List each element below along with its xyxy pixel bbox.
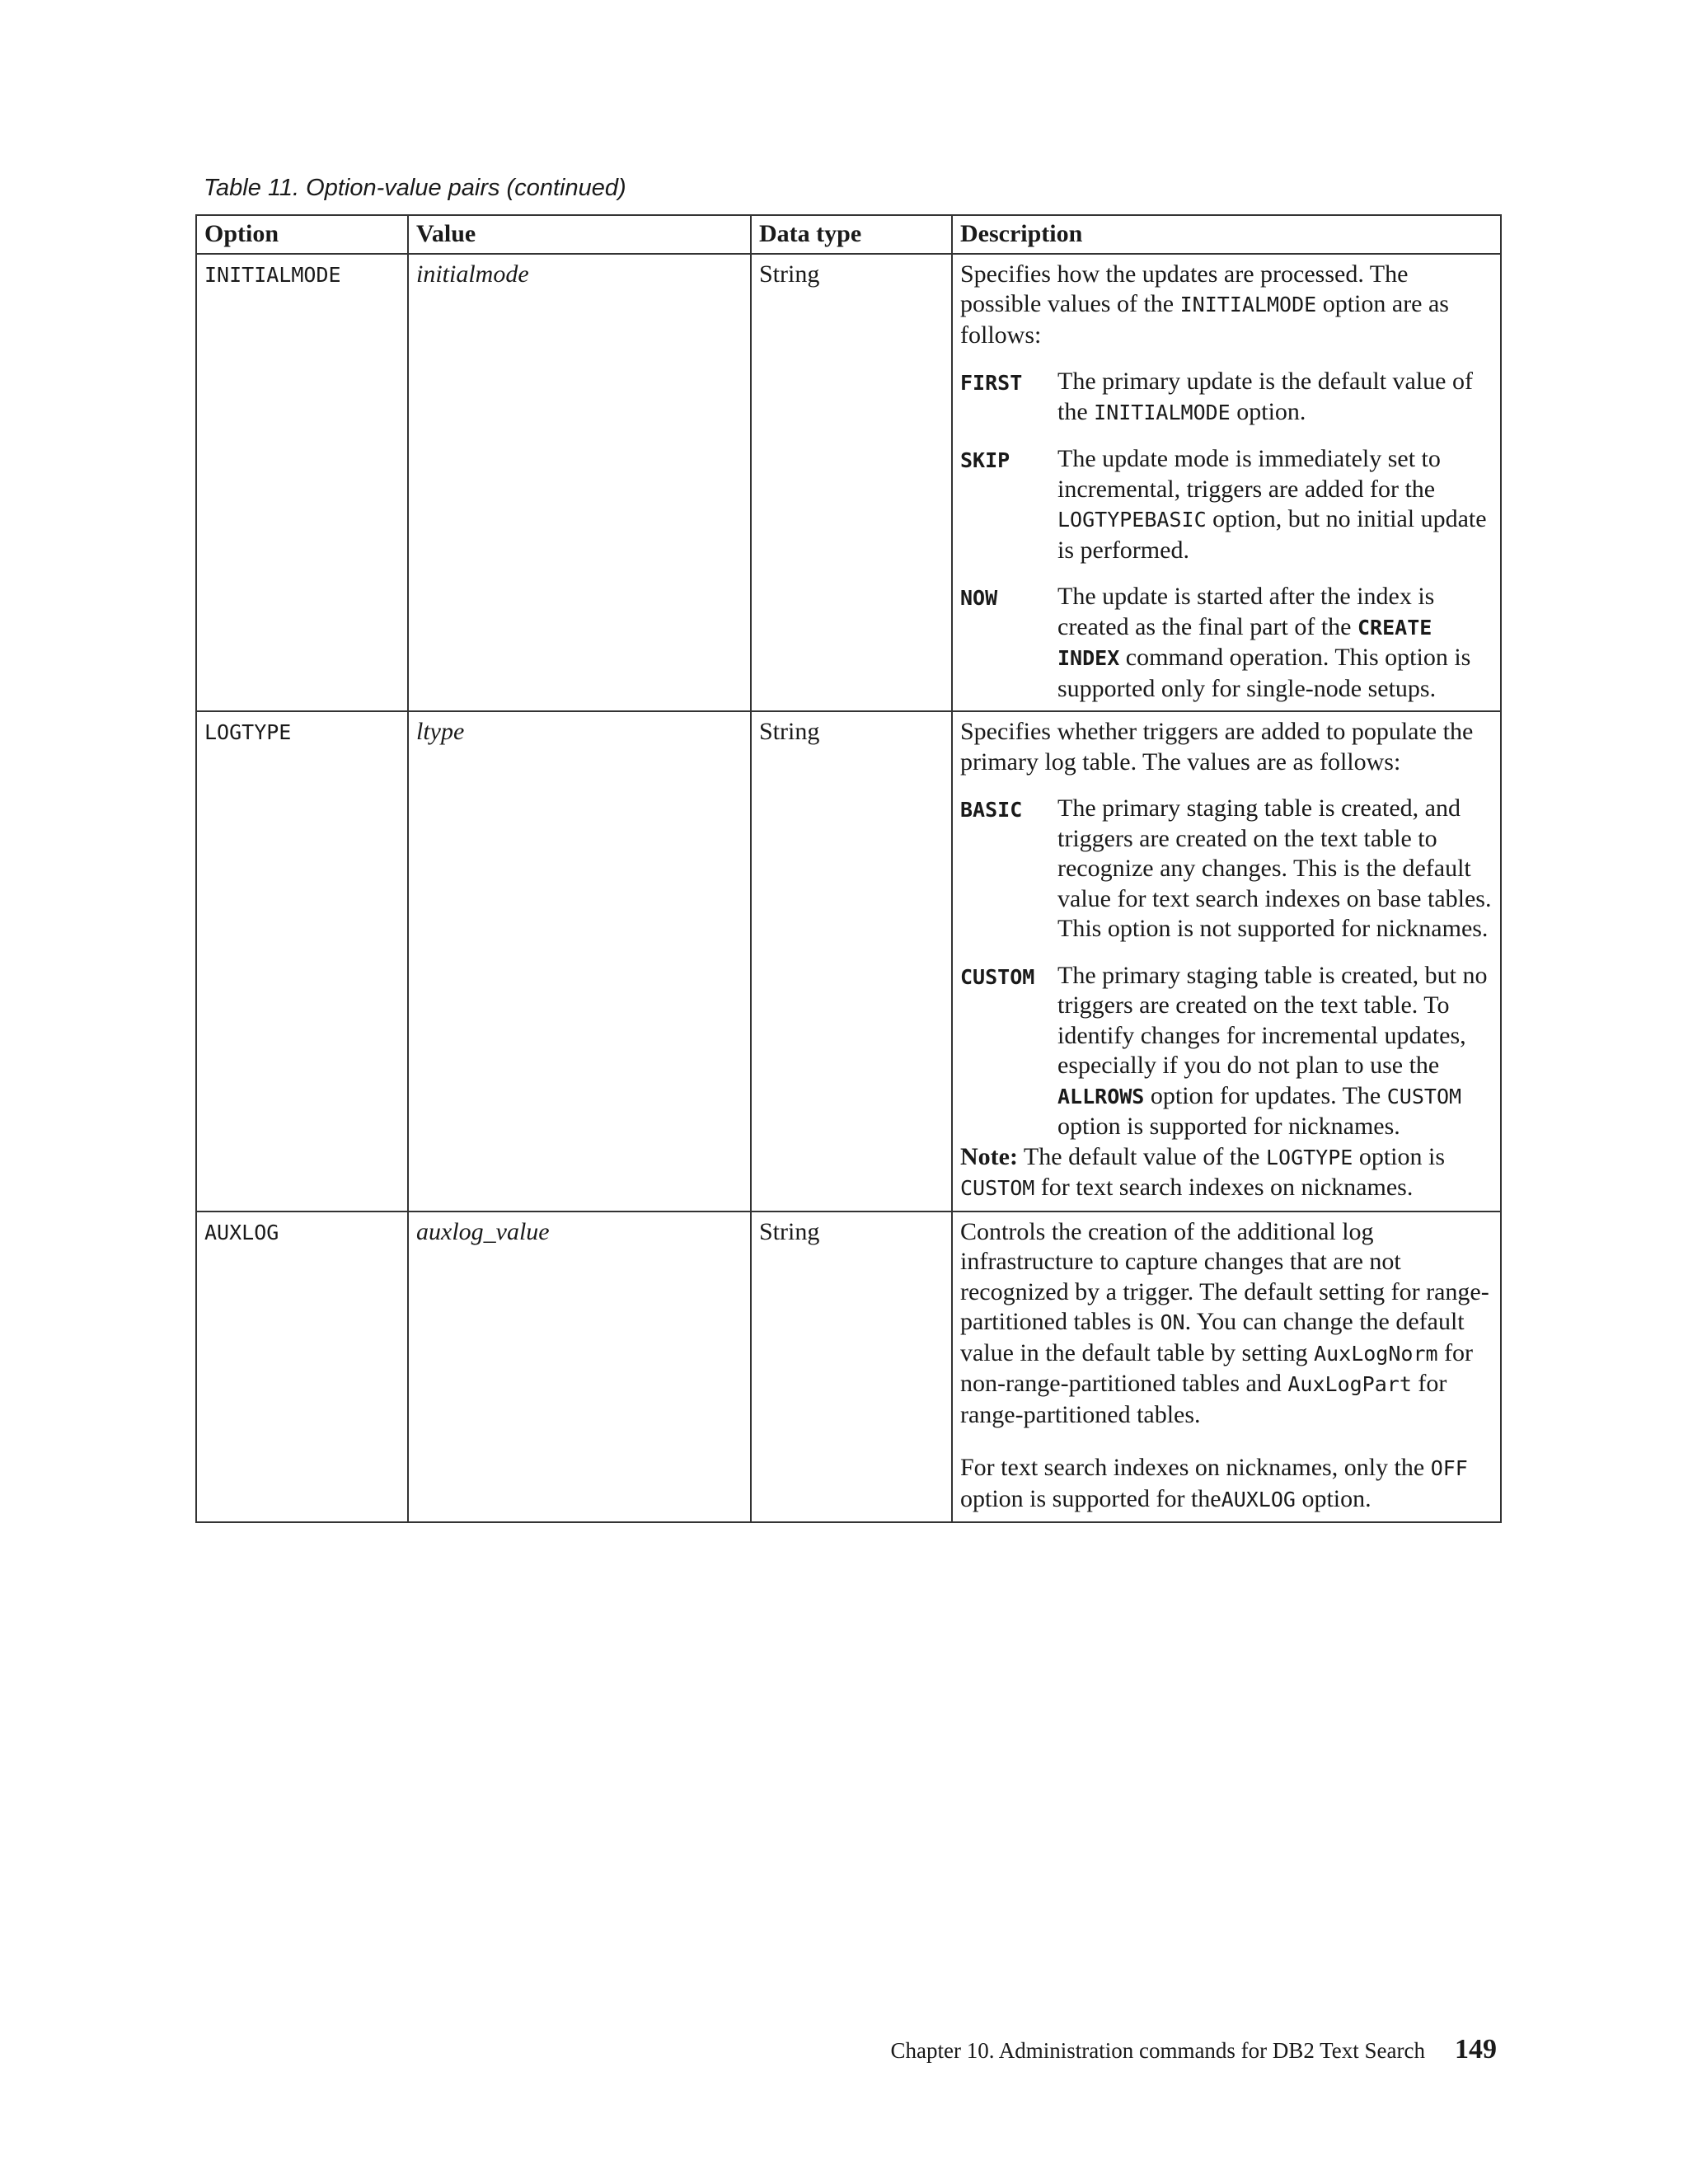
- text-run: For text search indexes on nicknames, only the: [960, 1454, 1431, 1481]
- text-run: The primary update is the default value of the: [1057, 368, 1473, 425]
- text-run: option are as follows:: [960, 290, 1449, 349]
- text-run: Specifies how the updates are processed. The possible values of the: [960, 260, 1409, 317]
- code-run: INITIALMODE: [1179, 293, 1317, 316]
- data-type: String: [759, 260, 820, 288]
- code-run: LOGTYPEBASIC: [1057, 508, 1207, 532]
- definition-term: NOW: [960, 586, 998, 610]
- text-run: . You can change the default value in the default table by setting: [960, 1308, 1465, 1366]
- code-run: CUSTOM: [960, 1176, 1035, 1200]
- page-footer: [890, 2034, 1497, 2065]
- text-run: option is: [1353, 1142, 1446, 1170]
- text-run: option for updates. The: [1144, 1081, 1387, 1109]
- data-type: String: [759, 718, 820, 745]
- chapter-title: Chapter 10. Administration commands for DB2 Text Search: [890, 2038, 1425, 2063]
- description-cell: [952, 1212, 1501, 1523]
- option-cell: [196, 711, 408, 1212]
- definition-term: SKIP: [960, 448, 1010, 472]
- code-run: ON: [1160, 1310, 1185, 1334]
- code-run: LOGTYPE: [1265, 1145, 1353, 1169]
- table-row: [196, 1212, 1501, 1523]
- definition-item: [960, 367, 1493, 428]
- header-data-type: Data type: [751, 215, 952, 254]
- text-run: The default value of the: [1017, 1142, 1266, 1170]
- option-cell: [196, 1212, 408, 1523]
- definition-body: [1057, 961, 1493, 1142]
- definition-body: The primary staging table is created, and triggers are created on the text table to recognize any changes. This is the default value for text search indexes on base tables. This option is not supported for nicknames.: [1057, 794, 1492, 942]
- value-cell: [408, 711, 751, 1212]
- text-run: for text search indexes on nicknames.: [1034, 1174, 1414, 1201]
- definition-term: BASIC: [960, 798, 1023, 822]
- definition-term: CUSTOM: [960, 964, 1035, 989]
- code-run: INITIALMODE: [1094, 400, 1231, 424]
- definition-item: [960, 794, 1493, 944]
- definition-body: [1057, 582, 1493, 704]
- table-header-row: [196, 215, 1501, 254]
- definition-body: [1057, 444, 1493, 565]
- text-run: option is supported for nicknames.: [1057, 1113, 1400, 1140]
- text-run: option, but no initial update is performed.: [1057, 505, 1487, 564]
- note-label: Note:: [960, 1142, 1018, 1170]
- description-text: [960, 1217, 1493, 1431]
- value-cell: [408, 1212, 751, 1523]
- definition-term: FIRST: [960, 371, 1023, 395]
- option-cell: [196, 254, 408, 712]
- definition-item: [960, 444, 1493, 565]
- header-description: Description: [952, 215, 1501, 254]
- text-run: for range-partitioned tables.: [960, 1370, 1447, 1428]
- text-run: The update is started after the index is created as the final part of the: [1057, 583, 1435, 640]
- definition-item: [960, 961, 1493, 1142]
- option-value: auxlog_value: [416, 1217, 550, 1245]
- data-type-cell: [751, 254, 952, 712]
- table-row: [196, 711, 1501, 1212]
- description-text: Specifies whether triggers are added to populate the primary log table. The values are as follows:: [960, 718, 1474, 776]
- description-cell: [952, 254, 1501, 712]
- option-name: AUXLOG: [204, 1220, 279, 1244]
- option-name: INITIALMODE: [204, 262, 341, 287]
- code-run: AUXLOG: [1221, 1487, 1296, 1511]
- text-run: option is supported for the: [960, 1484, 1221, 1512]
- data-type-cell: [751, 1212, 952, 1523]
- page-number: 149: [1455, 2034, 1497, 2064]
- header-option: Option: [196, 215, 408, 254]
- code-run: OFF: [1430, 1456, 1468, 1480]
- code-run: CUSTOM: [1386, 1084, 1462, 1108]
- description-text: [960, 1453, 1493, 1515]
- code-run: AuxLogPart: [1287, 1372, 1412, 1396]
- description-text: [960, 260, 1493, 351]
- text-run: command operation. This option is supported only for single-node setups.: [1057, 644, 1471, 702]
- text-run: option.: [1230, 397, 1306, 425]
- description-cell: [952, 711, 1501, 1212]
- definition-item: [960, 582, 1493, 704]
- data-type: String: [759, 1217, 820, 1245]
- option-name: LOGTYPE: [204, 720, 292, 744]
- option-value: ltype: [416, 718, 465, 745]
- text-run: option.: [1295, 1484, 1372, 1512]
- option-value: initialmode: [416, 260, 529, 288]
- text-run: The primary staging table is created, but no triggers are created on the text table. To identify changes for incremental updates, especially if you do not plan to use the: [1057, 961, 1488, 1079]
- data-type-cell: [751, 711, 952, 1212]
- value-cell: [408, 254, 751, 712]
- table-caption: Table 11. Option-value pairs (continued): [204, 175, 626, 201]
- command-run: ALLROWS: [1057, 1084, 1145, 1108]
- text-run: for non-range-partitioned tables and: [960, 1338, 1474, 1397]
- text-run: Controls the creation of the additional log infrastructure to capture changes that are not recognized by a trigger. The default setting for range-partitioned tables is: [960, 1217, 1489, 1335]
- text-run: The update mode is immediately set to incremental, triggers are added for the: [1057, 445, 1441, 503]
- header-value: Value: [408, 215, 751, 254]
- note-text: [960, 1142, 1493, 1204]
- command-run: CREATE INDEX: [1057, 615, 1432, 670]
- table-row: [196, 254, 1501, 712]
- option-value-table: [195, 214, 1502, 1523]
- definition-body: [1057, 367, 1493, 428]
- code-run: AuxLogNorm: [1314, 1341, 1438, 1366]
